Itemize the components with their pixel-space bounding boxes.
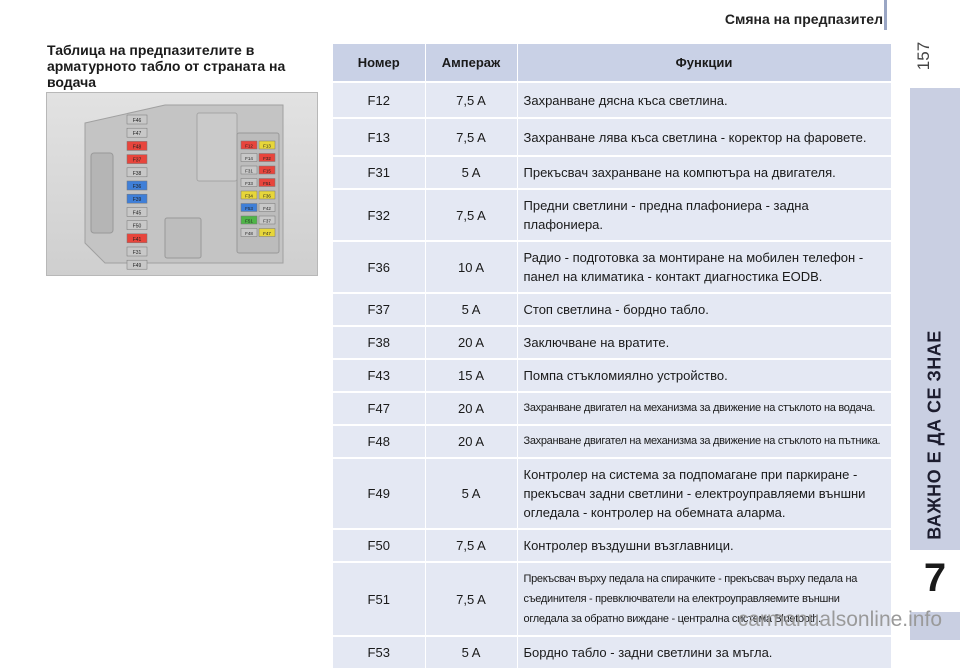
fuse-label: F47 (263, 231, 271, 236)
fuse-ampere-cell: 10 A (425, 241, 517, 293)
table-row (333, 359, 891, 392)
fuse-label: F31 (132, 250, 142, 256)
table-row (333, 636, 891, 668)
fuse-label: F33 (245, 181, 253, 186)
fuse-ampere-cell: 20 A (425, 425, 517, 458)
fuse-number-cell: F13 (333, 118, 425, 156)
column-header-number: Номер (333, 44, 425, 82)
fuse-function-cell: Бордно табло - задни светлини за мъгла. (517, 636, 891, 668)
fuse-label: F37 (263, 218, 271, 224)
table-row (333, 529, 891, 562)
fuse-number-cell: F32 (333, 189, 425, 241)
fuse-slot-grid (259, 154, 275, 162)
fuse-number-cell: F31 (333, 156, 425, 189)
fuse-slot-left (127, 155, 147, 164)
fuse-label: F51 (245, 218, 253, 224)
fuse-slot-left (127, 141, 147, 150)
fuse-function-cell: Прекъсвач захранване на компютъра на двигателя. (517, 156, 891, 189)
fuse-label: F39 (132, 197, 142, 204)
fuse-function-cell: Захранване лява къса светлина - коректор на фаровете. (517, 118, 891, 156)
fuse-function-cell: Радио - подготовка за монтиране на мобилен телефон - панел на климатика - контакт диагностика EODB. (517, 241, 891, 293)
fuse-label: F38 (132, 170, 142, 177)
fuse-number-cell: F43 (333, 359, 425, 392)
fuse-label: F51 (263, 181, 271, 186)
fuse-label: F37 (132, 157, 142, 164)
fuse-number-cell: F38 (333, 326, 425, 359)
table-row (333, 82, 891, 118)
fuse-function-cell: Помпа стъкломиялно устройство. (517, 359, 891, 392)
chapter-number: 7 (923, 556, 947, 600)
fuse-label: F12 (245, 143, 253, 149)
section-heading: Таблица на предпазителите в арматурното табло от страната на водача (47, 42, 286, 90)
fuse-ampere-cell: 5 A (425, 458, 517, 529)
fuse-label: F41 (132, 236, 142, 243)
table-row (333, 458, 891, 529)
fuse-ampere-cell: 15 A (425, 359, 517, 392)
fuse-label: F36 (263, 193, 271, 199)
fuse-box-illustration (46, 92, 318, 276)
fuse-function-cell: Заключване на вратите. (517, 326, 891, 359)
fuse-ampere-cell: 20 A (425, 326, 517, 359)
fuse-slot-grid (259, 229, 275, 237)
fuse-slot-left (127, 221, 147, 230)
fuse-ampere-cell: 7,5 A (425, 118, 517, 156)
table-row (333, 326, 891, 359)
fuse-slot-left (127, 115, 147, 124)
fuse-label: F13 (263, 143, 271, 149)
fuse-label: F32 (263, 156, 271, 161)
fuse-slot-grid (241, 166, 257, 174)
fuse-box-diagram (47, 93, 317, 275)
fuse-number-cell: F12 (333, 82, 425, 118)
column-header-ampere: Ампераж (425, 44, 517, 82)
fuse-number-cell: F49 (333, 458, 425, 529)
fuse-label: F48 (132, 144, 142, 151)
fuse-label: F15 (263, 168, 271, 174)
fuse-slot-left (127, 181, 147, 190)
fuse-label: F36 (132, 184, 142, 190)
fuse-label: F50 (132, 223, 142, 230)
table-row (333, 118, 891, 156)
fuse-slot-grid (259, 191, 275, 199)
fuse-label: F47 (132, 131, 142, 138)
fuse-label: F53 (245, 206, 253, 211)
fuse-number-cell: F48 (333, 425, 425, 458)
fuse-slot-grid (241, 216, 257, 224)
fuse-function-cell: Контролер на система за подпомагане при паркиране - прекъсвач задни светлини - електроуправляеми външни огледала - контролер на обемната аларма. (517, 458, 891, 529)
fuse-slot-grid (241, 154, 257, 162)
fuse-label: F45 (132, 210, 142, 217)
fuse-slot-grid (241, 229, 257, 237)
fuse-slot-grid (259, 204, 275, 212)
fuse-function-cell: Стоп светлина - бордно табло. (517, 293, 891, 326)
fuse-slot-grid (241, 141, 257, 149)
fuse-label: F14 (245, 156, 253, 161)
table-header-row (333, 44, 891, 82)
fuse-function-cell: Контролер въздушни възглавници. (517, 529, 891, 562)
table-row (333, 189, 891, 241)
fuse-function-cell: Захранване двигател на механизма за движение на стъклото на пътника. (517, 425, 891, 458)
table-row (333, 425, 891, 458)
fuse-slot-grid (241, 191, 257, 199)
watermark: carmanualsonline.info (737, 608, 942, 631)
fuse-ampere-cell: 7,5 A (425, 189, 517, 241)
fuse-table (333, 44, 892, 668)
header-divider (884, 0, 887, 30)
fuse-slot-grid (259, 166, 275, 174)
table-row (333, 241, 891, 293)
fuse-number-cell: F36 (333, 241, 425, 293)
fuse-number-cell: F51 (333, 562, 425, 636)
fuse-ampere-cell: 20 A (425, 392, 517, 425)
fuse-ampere-cell: 5 A (425, 636, 517, 668)
fuse-slot-left (127, 207, 147, 216)
fuse-number-cell: F53 (333, 636, 425, 668)
fuse-slot-left (127, 234, 147, 243)
fuse-label: F31 (245, 168, 253, 174)
fuse-slot-left (127, 128, 147, 137)
fuse-label: F42 (263, 206, 271, 211)
chapter-title: ВАЖНО Е ДА СЕ ЗНАЕ (924, 330, 945, 540)
fuse-slot-grid (241, 204, 257, 212)
fuse-label: F48 (245, 231, 253, 236)
fuse-ampere-cell: 7,5 A (425, 562, 517, 636)
page-header-title: Смяна на предпазител (724, 11, 883, 27)
page-number-text: 157 (914, 41, 933, 71)
fuse-label: F34 (245, 193, 253, 199)
fuse-slot-grid (241, 179, 257, 187)
page-number (904, 26, 944, 86)
fuse-label: F46 (132, 118, 142, 124)
fuse-label: F49 (132, 263, 142, 270)
fuse-ampere-cell: 7,5 A (425, 529, 517, 562)
fuse-ampere-cell: 5 A (425, 293, 517, 326)
table-row (333, 156, 891, 189)
fuse-slot-grid (259, 216, 275, 224)
fuse-ampere-cell: 7,5 A (425, 82, 517, 118)
fuse-function-cell: Захранване двигател на механизма за движение на стъклото на водача. (517, 392, 891, 425)
fuse-slot-left (127, 194, 147, 203)
fuse-function-cell: Предни светлини - предна плафониера - задна плафониера. (517, 189, 891, 241)
fuse-ampere-cell: 5 A (425, 156, 517, 189)
fuse-function-cell: Захранване дясна къса светлина. (517, 82, 891, 118)
fuse-number-cell: F50 (333, 529, 425, 562)
column-header-function: Функции (517, 44, 891, 82)
table-row (333, 392, 891, 425)
fuse-number-cell: F47 (333, 392, 425, 425)
table-row (333, 293, 891, 326)
fuse-function-cell: Прекъсвач върху педала на спирачките - прекъсвач върху педала на съединителя - превключватели на електроуправляемите външни огледала за обратно виждане - централна система Bluetooth. (517, 562, 891, 636)
fuse-slot-left (127, 168, 147, 177)
fuse-number-cell: F37 (333, 293, 425, 326)
fuse-slot-grid (259, 141, 275, 149)
fuse-slot-left (127, 260, 147, 269)
fuse-slot-grid (259, 179, 275, 187)
fuse-slot-left (127, 247, 147, 256)
